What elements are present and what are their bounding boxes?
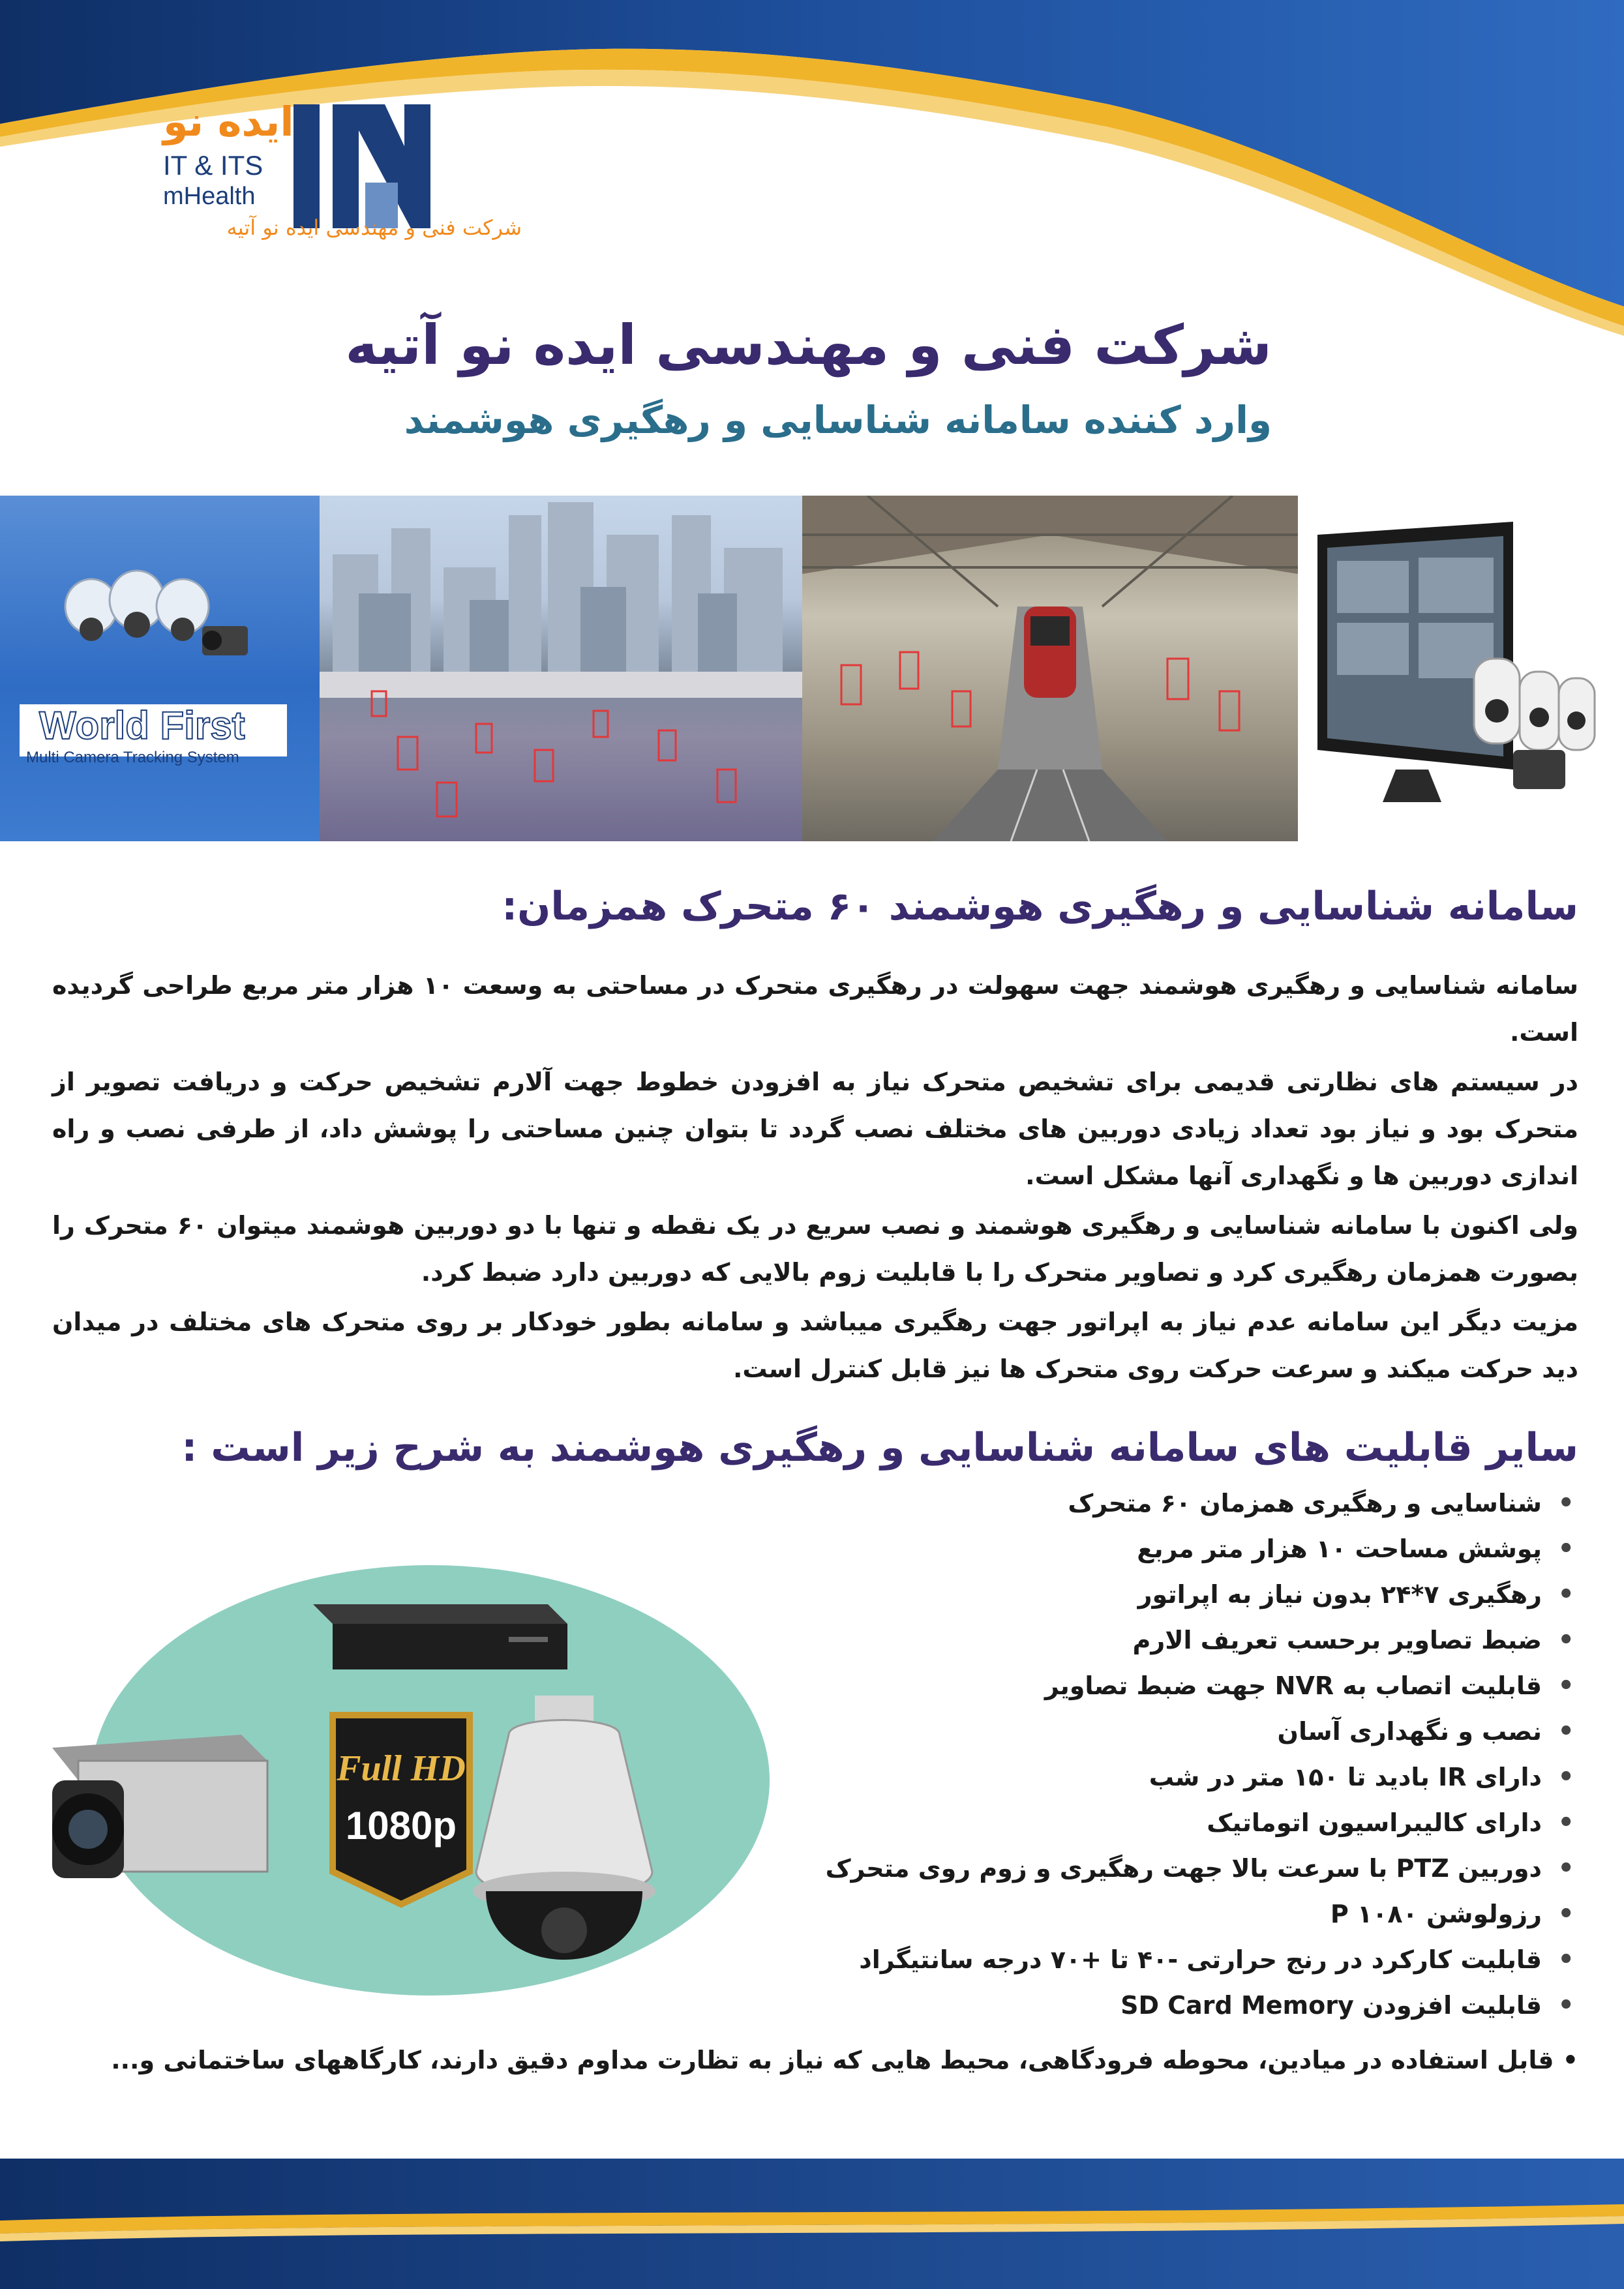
paragraph: سامانه شناسایی و رهگیری هوشمند جهت سهولت در رهگیری متحرک در مساحتی به وسعت ۱۰ هزار متر مربع طراحی گردیده است. [52,971,1578,1047]
logo-tagline: شرکت فنی و مهندسی ایده نو آتیه [226,215,522,240]
logo-line-it-its: IT & ITS [163,150,263,181]
full-hd-badge-icon [333,1715,470,1904]
list-item: • قابلیت افزودن SD Card Memory [509,1982,1578,2028]
section-heading-tracking-system: سامانه شناسایی و رهگیری هوشمند ۶۰ متحرک همزمان: [502,884,1578,929]
list-item: • قابلیت کارکرد در رنج حرارتی -۴۰ تا +۷۰ درجه سانتیگراد [509,1937,1578,1982]
list-item: • رهگیری ۷*۲۴ بدون نیاز به اپراتور [509,1572,1578,1617]
list-item: • نصب و نگهداری آسان [509,1709,1578,1754]
list-item-text: قابل استفاده در میادین، محوطه فرودگاهی، محیط هایی که نیاز به تظارت مداوم دقیق دارند، کارگاههای ساختمانی و... [111,2046,1554,2074]
list-item: • ضبط تصاویر برحسب تعریف الارم [509,1617,1578,1663]
badge-line2: 1080p [345,1804,457,1848]
paragraph: در سیستم های نظارتی قدیمی برای تشخیص متحرک نیاز به افزودن خطوط جهت آلارم تشخیص حرکت و دریافت تصویر از متحرک بود و نیاز بود تعداد زیادی دوربین های مختلف نصب گردد تا بتوان چنین مساحتی را پوشش داد، از طرفی نصب و راه اندازی دوربین ها و نگهداری آنها مشکل است. [52,1068,1578,1190]
monitor-cameras-photo [1298,496,1624,841]
list-item: • پوشش مساحت ۱۰ هزار متر مربع [509,1526,1578,1572]
dome-cameras-icon [59,548,254,678]
company-logo [104,85,522,254]
logo-line-mhealth: mHealth [163,183,256,210]
page-subtitle: وارد کننده سامانه شناسایی و رهگیری هوشمند [404,398,1272,442]
paragraph: مزیت دیگر این سامانه عدم نیاز به اپراتور جهت رهگیری میباشد و سامانه بطور خودکار بر روی متحرک های مختلف در میدان دید حرکت میکند و سرعت حرکت روی متحرک ها نیز قابل کنترل است. [52,1308,1578,1383]
section-body [52,962,1578,1395]
banner-world-first-photo [0,496,320,841]
page-title: شرکت فنی و مهندسی ایده نو آتیه [345,313,1272,377]
city-square-photo [320,496,802,841]
train-station-photo [802,496,1298,841]
city-skyline-illustration [320,496,802,841]
product-illustration [26,1565,776,2035]
banner-title: World First [39,704,245,747]
list-item: • دوربین PTZ با سرعت بالا جهت رهگیری و زوم روی متحرک [509,1846,1578,1891]
logo-persian-name: ایده نو [163,98,294,145]
list-item: • دارای کالیبراسیون اتوماتیک [509,1800,1578,1846]
list-item: • رزولوشن ۱۰۸۰ P [509,1891,1578,1937]
nvr-recorder-icon [313,1604,567,1669]
section-heading-capabilities: سایر قابلیت های سامانه شناسایی و رهگیری هوشمند به شرح زیر است : [181,1425,1578,1471]
banner-subtitle: Multi Camera Tracking System [26,749,239,766]
list-item: • شناسایی و رهگیری همزمان ۶۰ متحرک [509,1480,1578,1526]
list-item: • دارای IR بادید تا ۱۵۰ متر در شب [509,1754,1578,1800]
list-item: • قابلیت اتصاب به NVR جهت ضبط تصاویر [509,1663,1578,1709]
badge-line1: Full HD [337,1748,466,1789]
list-item-last [46,2035,1578,2086]
train-station-illustration [802,496,1298,841]
logo-mark-icon [280,91,444,235]
footer-wave-background [0,2159,1624,2289]
monitor-with-cameras-icon [1298,496,1624,841]
paragraph: ولی اکنون با سامانه شناسایی و رهگیری هوشمند و نصب سریع در یک نقطه و تنها با دو دوربین هوشمند میتوان ۶۰ متحرک را بصورت همزمان رهگیری کرد و تصاویر متحرک را با قابلیت زوم بالایی که دوربین دارد ضبط کرد. [52,1211,1578,1287]
bullet-icon: • [1554,2046,1578,2074]
box-camera-icon [52,1735,267,1878]
